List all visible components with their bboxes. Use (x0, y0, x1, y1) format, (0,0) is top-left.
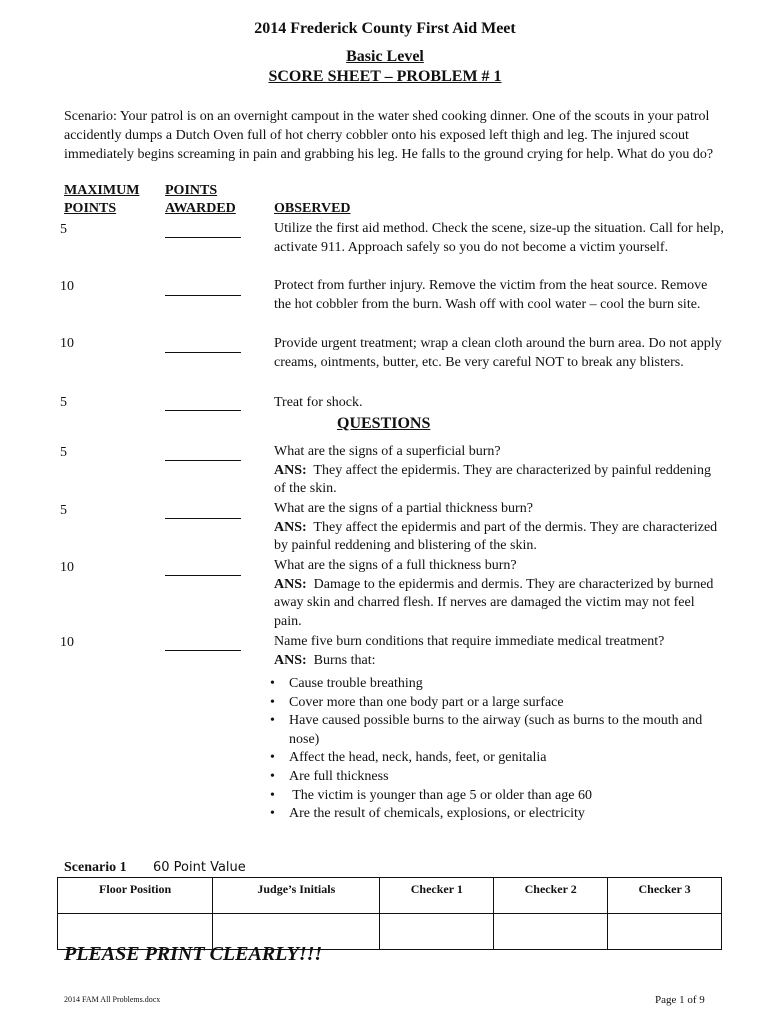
list-item (270, 675, 720, 694)
answer-body: They affect the epidermis. They are characterized by painful reddening of the skin. (274, 462, 711, 496)
answer-text (274, 519, 724, 556)
max-points-value: 5 (60, 503, 67, 518)
footer-filename: 2014 FAM All Problems.docx (64, 995, 161, 1004)
answer-body: They affect the epidermis and part of the dermis. They are characterized by painful reddening and blistering of the skin. (274, 519, 718, 553)
list-item-text: Have caused possible burns to the airway (such as burns to the mouth and nose) (289, 713, 703, 747)
checker-3-header: Checker 3 (608, 878, 722, 914)
bullet-icon: • (270, 694, 275, 710)
bullet-icon: • (270, 768, 275, 784)
score-sheet-heading: SCORE SHEET – PROBLEM # 1 (268, 68, 502, 85)
awarded-blank[interactable] (165, 448, 241, 461)
bullet-icon: • (270, 676, 275, 691)
checker-1-cell[interactable] (380, 914, 494, 950)
observed-item: Treat for shock. (274, 395, 363, 410)
points-awarded-header-line1: POINTS (165, 183, 218, 198)
burn-conditions-list (270, 675, 720, 824)
list-item-text: Are full thickness (289, 768, 389, 784)
print-notice: PLEASE PRINT CLEARLY!!! (64, 943, 323, 965)
questions-heading: QUESTIONS (337, 415, 431, 432)
list-item-text: Affect the head, neck, hands, feet, or genitalia (289, 750, 547, 766)
question-text: What are the signs of a superficial burn? (274, 444, 501, 459)
answer-body: Damage to the epidermis and dermis. They are characterized by burned away skin and charred flesh. If nerves are damaged the victim may not feel pain. (274, 576, 714, 629)
floor-position-header: Floor Position (58, 878, 213, 914)
list-item-text: Are the result of chemicals, explosions, or electricity (289, 806, 585, 822)
max-points-header-line2: POINTS (64, 201, 117, 216)
bullet-icon: • (270, 750, 275, 766)
point-value: 60 Point Value (153, 860, 246, 875)
max-points-value: 5 (60, 395, 67, 410)
awarded-blank[interactable] (165, 283, 241, 296)
question-text: What are the signs of a full thickness burn? (274, 558, 517, 573)
scenario-label: Scenario 1 (64, 860, 127, 875)
awarded-blank[interactable] (165, 638, 241, 651)
observed-header: OBSERVED (274, 201, 351, 216)
answer-body: Burns that: (313, 652, 376, 668)
observed-item: Provide urgent treatment; wrap a clean cloth around the burn area. Do not apply creams, ointments, butter, etc. Be very careful NOT to break any blisters. (274, 336, 722, 370)
list-item-text: Cause trouble breathing (289, 676, 423, 691)
question-item (274, 633, 724, 670)
checker-3-cell[interactable] (608, 914, 722, 950)
max-points-header-line1: MAXIMUM (64, 183, 140, 198)
answer-label: ANS: (274, 576, 307, 592)
judge-initials-header: Judge’s Initials (213, 878, 380, 914)
awarded-blank[interactable] (165, 340, 241, 353)
max-points-value: 10 (60, 336, 74, 351)
list-item (270, 749, 720, 768)
answer-text (274, 652, 724, 671)
max-points-value: 10 (60, 635, 74, 650)
answer-text (274, 576, 724, 632)
scenario-text: Scenario: Your patrol is on an overnight campout in the water shed cooking dinner. One of the scouts in your patrol accidently dumps a Dutch Oven full of hot cherry cobbler onto his exposed left thigh and leg. The injured scout immediately begins screaming in pain and grabbing his leg. He falls to the ground crying for help. What do you do? (64, 109, 714, 162)
list-item-text: Cover more than one body part or a large surface (289, 694, 564, 710)
checker-2-cell[interactable] (494, 914, 608, 950)
checker-1-header: Checker 1 (380, 878, 494, 914)
answer-text (274, 462, 724, 499)
observed-item: Protect from further injury. Remove the victim from the heat source. Remove the hot cobbler from the burn. Wash off with cool water – cool the burn site. (274, 278, 708, 312)
question-text: What are the signs of a partial thickness burn? (274, 501, 533, 516)
table-header-row (58, 878, 722, 914)
page-number: Page 1 of 9 (655, 994, 705, 1006)
awarded-blank[interactable] (165, 563, 241, 576)
awarded-blank[interactable] (165, 398, 241, 411)
max-points-value: 5 (60, 445, 67, 460)
list-item (270, 787, 720, 806)
awarded-blank[interactable] (165, 225, 241, 238)
list-item (270, 694, 720, 713)
answer-label: ANS: (274, 462, 307, 478)
awarded-blank[interactable] (165, 506, 241, 519)
max-points-value: 10 (60, 279, 74, 294)
answer-label: ANS: (274, 519, 307, 535)
bullet-icon: • (270, 713, 275, 729)
question-item (274, 443, 724, 499)
question-text: Name five burn conditions that require immediate medical treatment? (274, 634, 665, 649)
question-item (274, 557, 724, 631)
document-title: 2014 Frederick County First Aid Meet (254, 20, 516, 37)
points-awarded-header (165, 182, 236, 218)
list-item (270, 768, 720, 787)
question-item (274, 500, 724, 556)
level-heading: Basic Level (346, 48, 424, 65)
list-item-text: The victim is younger than age 5 or older than age 60 (289, 787, 592, 803)
judge-table (57, 877, 722, 950)
max-points-value: 10 (60, 560, 74, 575)
list-item (270, 712, 720, 749)
max-points-header (64, 182, 139, 218)
list-item (270, 805, 720, 824)
bullet-icon: • (270, 806, 275, 822)
observed-item: Utilize the first aid method. Check the scene, size-up the situation. Call for help, activate 911. Approach safely so you do not become a victim yourself. (274, 221, 724, 255)
answer-label: ANS: (274, 652, 307, 668)
bullet-icon: • (270, 787, 275, 803)
points-awarded-header-line2: AWARDED (165, 201, 236, 216)
checker-2-header: Checker 2 (494, 878, 608, 914)
max-points-value: 5 (60, 222, 67, 237)
